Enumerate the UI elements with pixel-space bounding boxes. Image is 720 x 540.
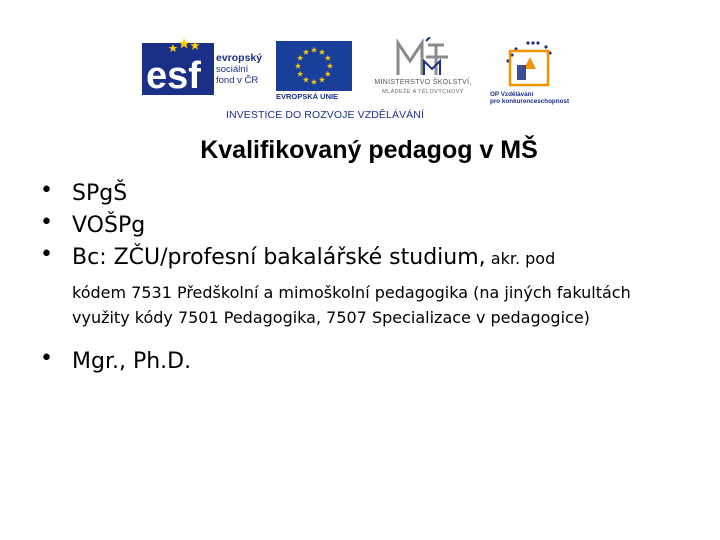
msmt-name: MINISTERSTVO ŠKOLSTVÍ, bbox=[374, 79, 472, 86]
esf-logo bbox=[140, 35, 270, 101]
bullet-item bbox=[40, 178, 700, 210]
bullet-text: Bc: ZČU/profesní bakalářské studium, bbox=[72, 245, 486, 270]
esf-caption bbox=[216, 53, 262, 86]
bullet-icon: • bbox=[40, 210, 53, 235]
funding-logos-banner bbox=[140, 35, 580, 127]
msmt-logo bbox=[358, 37, 488, 101]
eu-flag-icon bbox=[276, 41, 352, 91]
op-line1: OP Vzdělávání bbox=[490, 91, 534, 98]
bullet-icon: • bbox=[40, 242, 53, 267]
bullet-text: SPgŠ bbox=[72, 181, 128, 206]
bullet-continuation: kódem 7531 Předškolní a mimoškolní pedagogika (na jiných fakultách využity kódy 7501 Pedagogika, 7507 Specializace v pedagogice) bbox=[72, 283, 631, 327]
bullet-item bbox=[40, 210, 700, 242]
bullet-item bbox=[40, 242, 700, 330]
investment-tagline: INVESTICE DO ROZVOJE VZDĚLÁVÁNÍ bbox=[226, 109, 424, 121]
bullet-small-text: akr. pod bbox=[490, 249, 556, 268]
bullet-item bbox=[40, 346, 700, 378]
msmt-subtitle: MLÁDEŽE A TĚLOVÝCHOVY bbox=[382, 89, 464, 95]
bullet-text: VOŠPg bbox=[72, 213, 146, 238]
op-label bbox=[490, 91, 582, 105]
slide-title: Kvalifikovaný pedagog v MŠ bbox=[200, 136, 538, 164]
msmt-monogram-icon bbox=[358, 37, 488, 79]
bullet-text: Mgr., Ph.D. bbox=[72, 349, 192, 374]
bullet-icon: • bbox=[40, 346, 53, 371]
esf-line2: sociální bbox=[216, 64, 249, 75]
esf-line1: evropský bbox=[216, 52, 263, 64]
eu-logo bbox=[276, 41, 352, 99]
svg-text:esf: esf bbox=[146, 55, 201, 97]
esf-line3: fond v ČR bbox=[216, 75, 259, 86]
eu-label: EVROPSKÁ UNIE bbox=[276, 92, 339, 101]
op-line2: pro konkurenceschopnost bbox=[490, 98, 570, 105]
bullet-list bbox=[40, 178, 700, 378]
bullet-icon: • bbox=[40, 178, 53, 203]
op-logo bbox=[490, 39, 580, 103]
op-emblem-icon bbox=[490, 39, 580, 89]
